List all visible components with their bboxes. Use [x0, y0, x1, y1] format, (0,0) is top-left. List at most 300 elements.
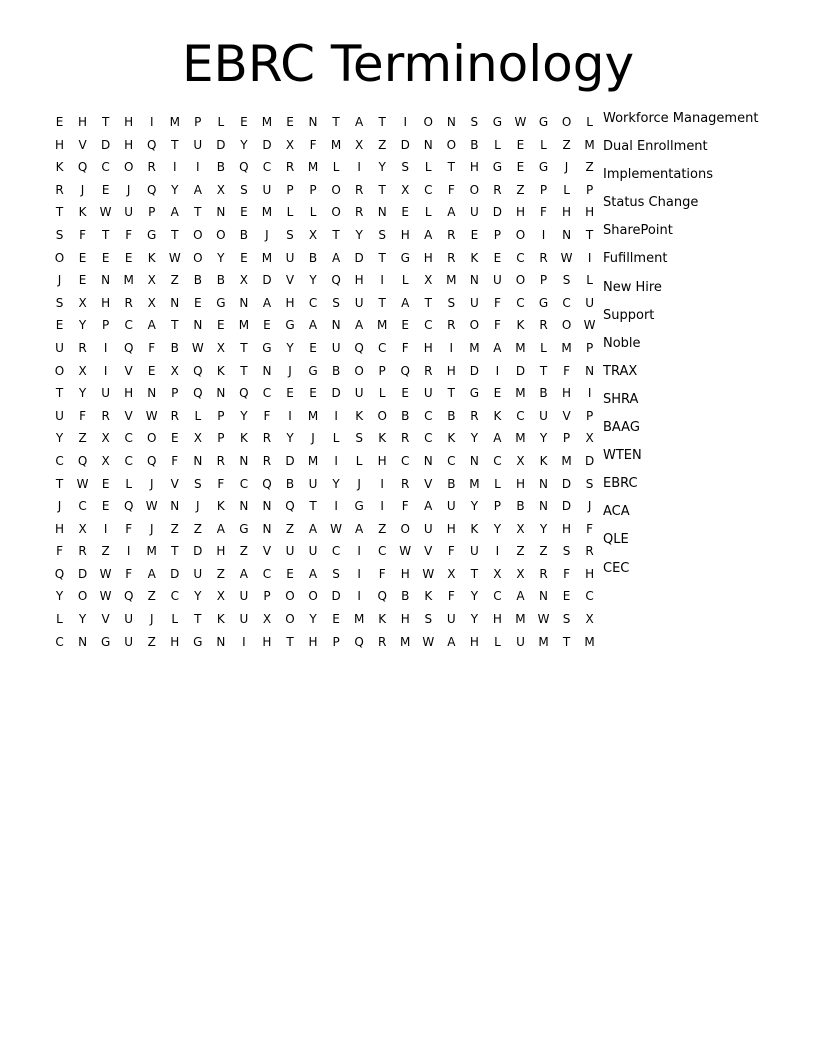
grid-cell: R [147, 160, 156, 175]
grid-cell: A [447, 205, 456, 220]
grid-row [48, 201, 595, 224]
grid-cell: H [55, 521, 65, 536]
grid-cell: E [401, 205, 410, 220]
word-list-item: EBRC [603, 476, 638, 492]
grid-cell: G [193, 634, 203, 649]
grid-cell: E [217, 318, 225, 333]
word-list-item: Noble [603, 335, 641, 351]
grid-cell: Y [217, 250, 225, 265]
grid-cell: R [78, 544, 87, 559]
grid-cell: T [171, 137, 179, 152]
grid-cell: K [78, 205, 87, 220]
grid-cell: I [103, 363, 108, 378]
grid-cell: O [469, 318, 480, 333]
grid-cell: S [193, 476, 202, 491]
grid-cell: H [124, 137, 134, 152]
grid-cell: R [401, 476, 410, 491]
grid-row [48, 608, 594, 631]
grid-cell: S [424, 612, 433, 627]
grid-cell: U [124, 205, 134, 220]
grid-cell: B [216, 273, 225, 288]
grid-cell: M [400, 634, 411, 649]
grid-cell: O [423, 115, 433, 129]
grid-cell: I [357, 544, 361, 559]
grid-cell: B [470, 137, 479, 152]
grid-cell: C [516, 250, 525, 265]
grid-cell: M [561, 453, 572, 468]
grid-cell: Y [194, 589, 202, 604]
grid-cell: Z [562, 137, 571, 152]
grid-cell: Y [78, 386, 87, 401]
grid-cell: Z [378, 137, 387, 152]
grid-cell: Y [171, 182, 179, 197]
grid-cell: U [539, 408, 548, 423]
grid-cell: R [539, 250, 548, 265]
grid-cell: C [124, 431, 133, 446]
word-list-item: Dual Enrollment [603, 139, 708, 155]
grid-row [48, 473, 594, 496]
grid-cell: C [377, 544, 387, 559]
grid-cell: N [539, 476, 548, 491]
grid-cell: I [495, 544, 500, 559]
grid-cell: C [262, 386, 272, 401]
grid-cell: O [561, 318, 572, 333]
grid-cell: T [447, 160, 455, 175]
grid-cell: F [56, 544, 63, 559]
grid-cell: O [216, 227, 226, 242]
grid-row [48, 631, 595, 654]
grid-cell: X [516, 453, 525, 468]
grid-cell: T [171, 544, 179, 559]
grid-cell: J [265, 227, 269, 242]
grid-cell: O [515, 227, 526, 242]
grid-row [48, 224, 594, 247]
grid-cell: X [216, 182, 225, 197]
grid-cell: A [147, 318, 156, 333]
grid-cell: Q [354, 634, 364, 649]
grid-cell: E [55, 318, 64, 333]
grid-cell: C [78, 499, 87, 514]
grid-cell: N [239, 499, 249, 514]
grid-cell: F [493, 295, 501, 310]
grid-cell: E [562, 589, 571, 604]
grid-cell: Q [123, 499, 134, 514]
grid-cell: A [308, 521, 318, 536]
grid-cell: O [354, 363, 364, 378]
grid-cell: I [196, 160, 200, 175]
grid-cell: M [238, 318, 250, 333]
grid-row [48, 134, 595, 157]
grid-cell: U [285, 544, 295, 559]
grid-cell: U [469, 544, 479, 559]
grid-cell: M [538, 634, 549, 649]
grid-cell: U [193, 566, 203, 581]
grid-cell: D [77, 566, 88, 581]
grid-cell: A [424, 227, 433, 242]
grid-cell: R [262, 431, 272, 446]
grid-cell: I [103, 340, 108, 355]
grid-cell: C [424, 408, 433, 423]
grid-cell: I [587, 250, 592, 265]
grid-cell: Z [585, 160, 594, 175]
grid-cell: R [285, 160, 295, 175]
word-list-item: BAAG [603, 420, 640, 436]
grid-cell: N [469, 453, 479, 468]
grid-cell: C [262, 566, 272, 581]
grid-row [48, 269, 593, 292]
grid-cell: T [171, 318, 179, 333]
grid-cell: N [308, 115, 318, 129]
grid-cell: U [516, 634, 525, 649]
grid-cell: L [494, 476, 501, 491]
grid-cell: X [147, 273, 156, 288]
grid-cell: I [149, 115, 154, 129]
grid-cell: H [262, 634, 272, 649]
grid-cell: X [447, 566, 456, 581]
grid-cell: P [217, 408, 225, 423]
grid-cell: Q [377, 589, 387, 604]
grid-cell: U [585, 295, 594, 310]
grid-cell: Y [470, 499, 479, 514]
grid-cell: Z [147, 634, 156, 649]
grid-cell: E [309, 386, 317, 401]
grid-cell: R [101, 408, 110, 423]
grid-cell: F [378, 566, 386, 581]
grid-cell: G [538, 115, 549, 129]
grid-cell: U [101, 386, 111, 401]
grid-cell: H [469, 160, 479, 175]
grid-cell: A [216, 521, 225, 536]
grid-cell: E [286, 566, 294, 581]
word-list-item: SHRA [603, 391, 639, 407]
grid-cell: W [191, 340, 204, 355]
grid-cell: L [540, 340, 547, 355]
grid-cell: O [331, 182, 341, 197]
grid-cell: U [423, 521, 433, 536]
grid-cell: O [54, 250, 65, 265]
grid-cell: R [124, 295, 133, 310]
grid-cell: H [400, 566, 410, 581]
grid-cell: X [78, 295, 87, 310]
grid-cell: Y [493, 521, 502, 536]
grid-cell: A [493, 340, 502, 355]
grid-cell: K [516, 318, 525, 333]
word-list-item: Fufillment [603, 251, 668, 267]
grid-cell: N [585, 363, 595, 378]
grid-cell: X [355, 137, 364, 152]
grid-cell: F [263, 408, 271, 423]
word-list-item: Support [603, 307, 655, 323]
grid-cell: I [334, 499, 338, 514]
grid-cell: M [515, 612, 526, 627]
grid-cell: C [516, 295, 525, 310]
grid-cell: D [170, 566, 180, 581]
grid-row [48, 314, 596, 337]
word-list [603, 109, 803, 587]
grid-cell: C [424, 318, 433, 333]
grid-cell: N [216, 634, 226, 649]
grid-cell: X [516, 521, 525, 536]
grid-cell: L [540, 137, 547, 152]
grid-cell: G [100, 634, 111, 649]
grid-cell: S [55, 295, 64, 310]
grid-cell: U [354, 386, 364, 401]
grid-cell: L [332, 431, 340, 446]
grid-cell: O [146, 431, 157, 446]
grid-cell: T [309, 499, 317, 514]
grid-cell: C [262, 160, 272, 175]
grid-cell: L [56, 612, 63, 627]
grid-cell: P [562, 431, 571, 446]
grid-cell: X [424, 273, 433, 288]
grid-cell: A [447, 634, 456, 649]
grid-cell: X [101, 431, 110, 446]
grid-cell: X [493, 566, 502, 581]
grid-cell: L [286, 205, 294, 220]
grid-cell: G [492, 115, 503, 129]
grid-cell: F [79, 227, 87, 242]
grid-cell: J [57, 499, 62, 514]
grid-cell: C [401, 453, 410, 468]
grid-cell: G [239, 521, 249, 536]
grid-cell: G [538, 295, 549, 310]
grid-cell: X [239, 273, 249, 288]
grid-cell: N [239, 453, 249, 468]
grid-cell: A [493, 431, 502, 446]
grid-cell: C [516, 408, 525, 423]
grid-cell: E [240, 115, 248, 129]
grid-cell: Q [331, 273, 341, 288]
grid-cell: Z [378, 521, 387, 536]
grid-cell: B [216, 160, 225, 175]
grid-cell: D [515, 363, 526, 378]
grid-cell: B [539, 386, 548, 401]
grid-cell: M [146, 544, 157, 559]
grid-cell: B [447, 408, 456, 423]
grid-cell: N [539, 499, 548, 514]
grid-cell: L [194, 408, 202, 423]
grid-cell: H [469, 634, 479, 649]
grid-cell: O [515, 273, 526, 288]
grid-cell: H [101, 295, 111, 310]
grid-cell: P [332, 634, 340, 649]
grid-cell: W [422, 634, 435, 649]
grid-cell: E [286, 386, 294, 401]
grid-cell: H [423, 250, 433, 265]
grid-cell: X [193, 431, 202, 446]
grid-cell: R [216, 453, 226, 468]
grid-row [48, 450, 595, 473]
grid-cell: M [561, 340, 572, 355]
grid-cell: A [193, 182, 202, 197]
letter-grid [48, 111, 596, 653]
grid-cell: U [262, 182, 272, 197]
grid-cell: H [377, 453, 387, 468]
grid-cell: Y [240, 408, 248, 423]
grid-cell: U [423, 386, 433, 401]
grid-cell: P [309, 182, 317, 197]
grid-cell: H [585, 566, 595, 581]
grid-cell: Q [239, 386, 249, 401]
grid-cell: E [147, 363, 156, 378]
grid-cell: M [307, 408, 319, 423]
grid-cell: E [240, 205, 248, 220]
grid-cell: C [424, 431, 433, 446]
grid-cell: E [78, 250, 87, 265]
grid-cell: Y [78, 612, 87, 627]
grid-cell: N [262, 363, 272, 378]
word-list-item: ACA [603, 504, 630, 520]
grid-cell: V [124, 363, 133, 378]
grid-cell: O [54, 363, 65, 378]
grid-cell: P [194, 115, 202, 129]
grid-cell: J [311, 431, 315, 446]
grid-cell: O [123, 160, 134, 175]
grid-cell: W [99, 589, 112, 604]
grid-cell: N [262, 521, 272, 536]
grid-cell: N [562, 227, 572, 242]
grid-cell: R [55, 182, 64, 197]
grid-cell: J [196, 499, 200, 514]
grid-cell: D [331, 386, 341, 401]
grid-cell: T [378, 115, 386, 129]
grid-cell: U [193, 137, 203, 152]
grid-cell: C [308, 295, 318, 310]
grid-cell: M [261, 205, 273, 220]
grid-cell: H [124, 386, 134, 401]
grid-cell: E [170, 431, 179, 446]
grid-cell: H [124, 115, 134, 129]
grid-cell: Q [146, 137, 157, 152]
word-list-item: TRAX [603, 363, 638, 379]
grid-cell: F [447, 182, 455, 197]
grid-cell: X [516, 566, 525, 581]
grid-cell: E [401, 386, 410, 401]
grid-cell: O [331, 205, 341, 220]
grid-cell: U [239, 612, 249, 627]
grid-cell: G [354, 499, 364, 514]
grid-cell: F [401, 340, 409, 355]
grid-cell: H [308, 634, 318, 649]
grid-row [48, 337, 594, 360]
grid-cell: L [217, 115, 225, 129]
grid-cell: F [148, 340, 156, 355]
grid-cell: H [170, 634, 180, 649]
grid-cell: U [55, 408, 64, 423]
grid-cell: T [171, 227, 179, 242]
grid-cell: K [493, 408, 502, 423]
grid-cell: Y [470, 431, 479, 446]
grid-cell: A [355, 318, 364, 333]
grid-cell: N [78, 634, 88, 649]
grid-cell: U [331, 340, 341, 355]
grid-cell: O [308, 589, 318, 604]
grid-cell: E [263, 318, 271, 333]
grid-row [48, 427, 594, 450]
grid-cell: A [308, 318, 318, 333]
grid-cell: E [55, 115, 64, 129]
grid-cell: D [584, 453, 595, 468]
grid-cell: T [55, 476, 64, 491]
grid-cell: L [586, 115, 593, 129]
grid-row [48, 247, 592, 270]
grid-cell: R [424, 363, 433, 378]
grid-cell: G [216, 295, 226, 310]
grid-cell: M [377, 318, 388, 333]
grid-cell: C [331, 544, 341, 559]
grid-cell: T [470, 566, 479, 581]
grid-cell: I [357, 589, 361, 604]
grid-cell: T [101, 227, 110, 242]
grid-cell: X [216, 340, 225, 355]
grid-cell: K [447, 431, 456, 446]
grid-cell: E [493, 386, 502, 401]
grid-cell: E [194, 295, 202, 310]
grid-cell: H [562, 521, 572, 536]
grid-cell: F [125, 227, 133, 242]
grid-cell: E [493, 250, 502, 265]
grid-cell: M [469, 340, 480, 355]
grid-row [48, 495, 592, 518]
grid-cell: G [400, 250, 410, 265]
grid-row [48, 156, 594, 179]
grid-cell: W [537, 612, 550, 627]
grid-cell: P [585, 340, 594, 355]
grid-cell: A [308, 566, 318, 581]
grid-cell: H [562, 205, 572, 220]
grid-cell: Z [170, 273, 179, 288]
grid-cell: S [355, 431, 363, 446]
word-list-item: SharePoint [603, 223, 673, 239]
grid-cell: I [541, 227, 546, 242]
grid-cell: H [400, 227, 410, 242]
grid-cell: C [55, 453, 64, 468]
grid-cell: T [194, 205, 202, 220]
grid-cell: Q [123, 589, 134, 604]
grid-cell: U [285, 250, 295, 265]
grid-cell: W [168, 250, 181, 265]
grid-cell: S [378, 227, 386, 242]
word-list-item: WTEN [603, 448, 642, 464]
grid-cell: L [125, 476, 132, 491]
grid-cell: K [216, 499, 225, 514]
grid-cell: I [334, 408, 338, 423]
grid-cell: W [514, 115, 527, 129]
grid-cell: M [469, 476, 480, 491]
grid-cell: H [446, 521, 456, 536]
grid-cell: D [216, 137, 226, 152]
grid-cell: Q [146, 453, 157, 468]
grid-cell: E [286, 115, 294, 129]
grid-cell: S [332, 566, 340, 581]
grid-cell: H [400, 612, 410, 627]
grid-cell: R [447, 250, 456, 265]
grid-cell: K [239, 431, 248, 446]
grid-cell: J [126, 182, 131, 197]
grid-cell: J [357, 476, 361, 491]
grid-cell: C [424, 182, 433, 197]
grid-cell: O [285, 612, 295, 627]
grid-cell: N [239, 295, 249, 310]
grid-cell: B [401, 589, 410, 604]
grid-cell: K [216, 363, 225, 378]
grid-cell: T [332, 115, 340, 129]
grid-cell: I [357, 566, 361, 581]
grid-cell: Y [240, 137, 248, 152]
grid-cell: B [308, 250, 318, 265]
grid-cell: U [446, 499, 456, 514]
grid-cell: N [193, 453, 203, 468]
